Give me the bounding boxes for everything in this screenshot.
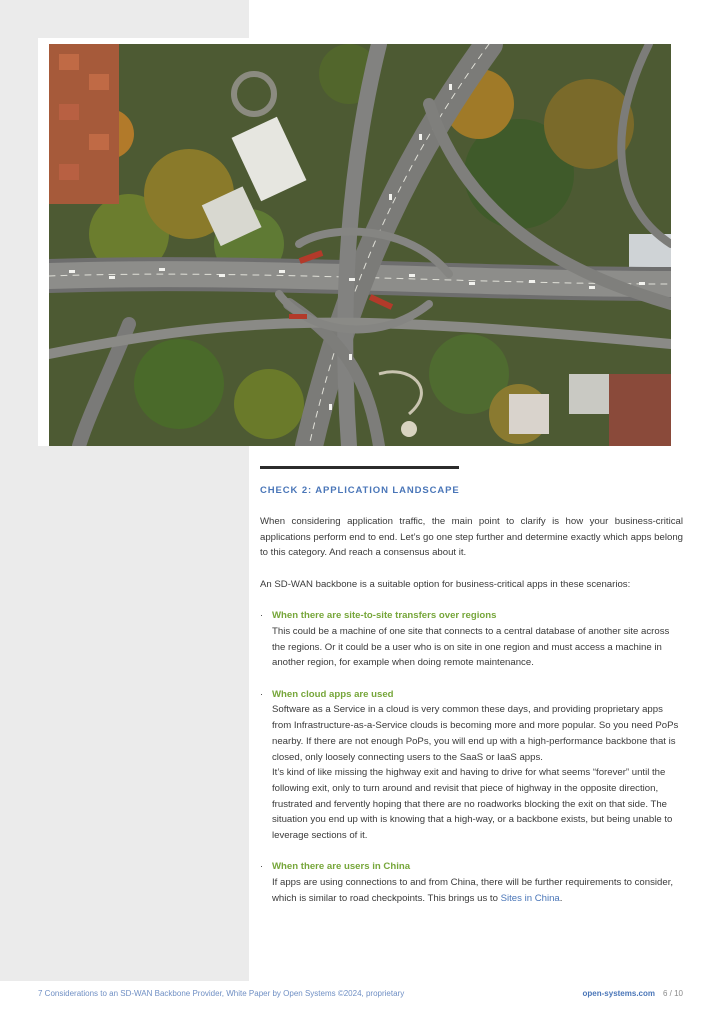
bullet-title: When there are users in China <box>272 861 411 873</box>
footer-page-number: 6 / 10 <box>662 989 683 998</box>
bullet-marker: · <box>260 861 263 872</box>
lead-paragraph: An SD-WAN backbone is a suitable option for business-critical apps in these scenarios: <box>260 578 631 590</box>
intro-paragraph: When considering application traffic, the main point to clarify is how your business-critical applications perform end to end. Let’s go one step further and determine exactly which apps belong to this category. And reach a consensus about it. <box>260 516 683 559</box>
section-rule <box>260 466 459 469</box>
park-pavilion <box>401 421 417 437</box>
bullet-title: When there are site-to-site transfers over regions <box>272 610 497 622</box>
section-heading: CHECK 2: APPLICATION LANDSCAPE <box>260 485 460 496</box>
list-item <box>260 608 683 671</box>
bullet-body-tail: . <box>559 892 563 904</box>
bullet-marker: · <box>260 688 263 699</box>
footer-right <box>583 989 683 998</box>
list-item <box>260 859 683 906</box>
scenario-list <box>260 608 683 906</box>
footer-document-title: 7 Considerations to an SD-WAN Backbone Provider, White Paper by Open Systems ©2024, proprietary <box>38 989 405 998</box>
bullet-body-text: If apps are using connections to and from China, there will be further requirements to consider, which is similar to road checkpoints. This brings us to <box>272 877 674 904</box>
bullet-body: Software as a Service in a cloud is very common these days, and providing proprietary apps from Infrastructure-as-a-Service clouds is becoming more and more popular. So you need PoPs nearby. If there are not enough PoPs, you will end up with a high-performance backbone that is closed, only loosely connecting users to the SaaS or IaaS apps. <box>272 704 679 763</box>
bullet-marker: · <box>260 610 263 621</box>
sites-in-china-link[interactable]: Sites in China <box>500 892 560 904</box>
highway-interchange-photo <box>49 44 671 446</box>
bullet-body: This could be a machine of one site that connects to a central database of another site across the regions. Or it could be a user who is on site in one region and must access a machine in another region, for example when doing remote maintenance. <box>272 625 670 669</box>
aerial-photo-illustration <box>49 44 671 446</box>
list-item <box>260 687 683 844</box>
section-body <box>260 514 683 922</box>
bullet-body-continued: It’s kind of like missing the highway exit and having to drive for what seems “forever” until the following exit, only to turn around and revisit that piece of highway in the opposite direction, frustrated and fervently hoping that there are no roadworks blocking the exit on that side. The situation you end up with is knowing that a high-way, or a backbone exists, but being unable to leverage sections of it. <box>272 767 673 842</box>
bullet-title: When cloud apps are used <box>272 688 394 700</box>
rooftops-top-left <box>49 44 119 204</box>
footer-website-link[interactable]: open-systems.com <box>582 989 655 998</box>
bullet-body <box>272 875 683 906</box>
